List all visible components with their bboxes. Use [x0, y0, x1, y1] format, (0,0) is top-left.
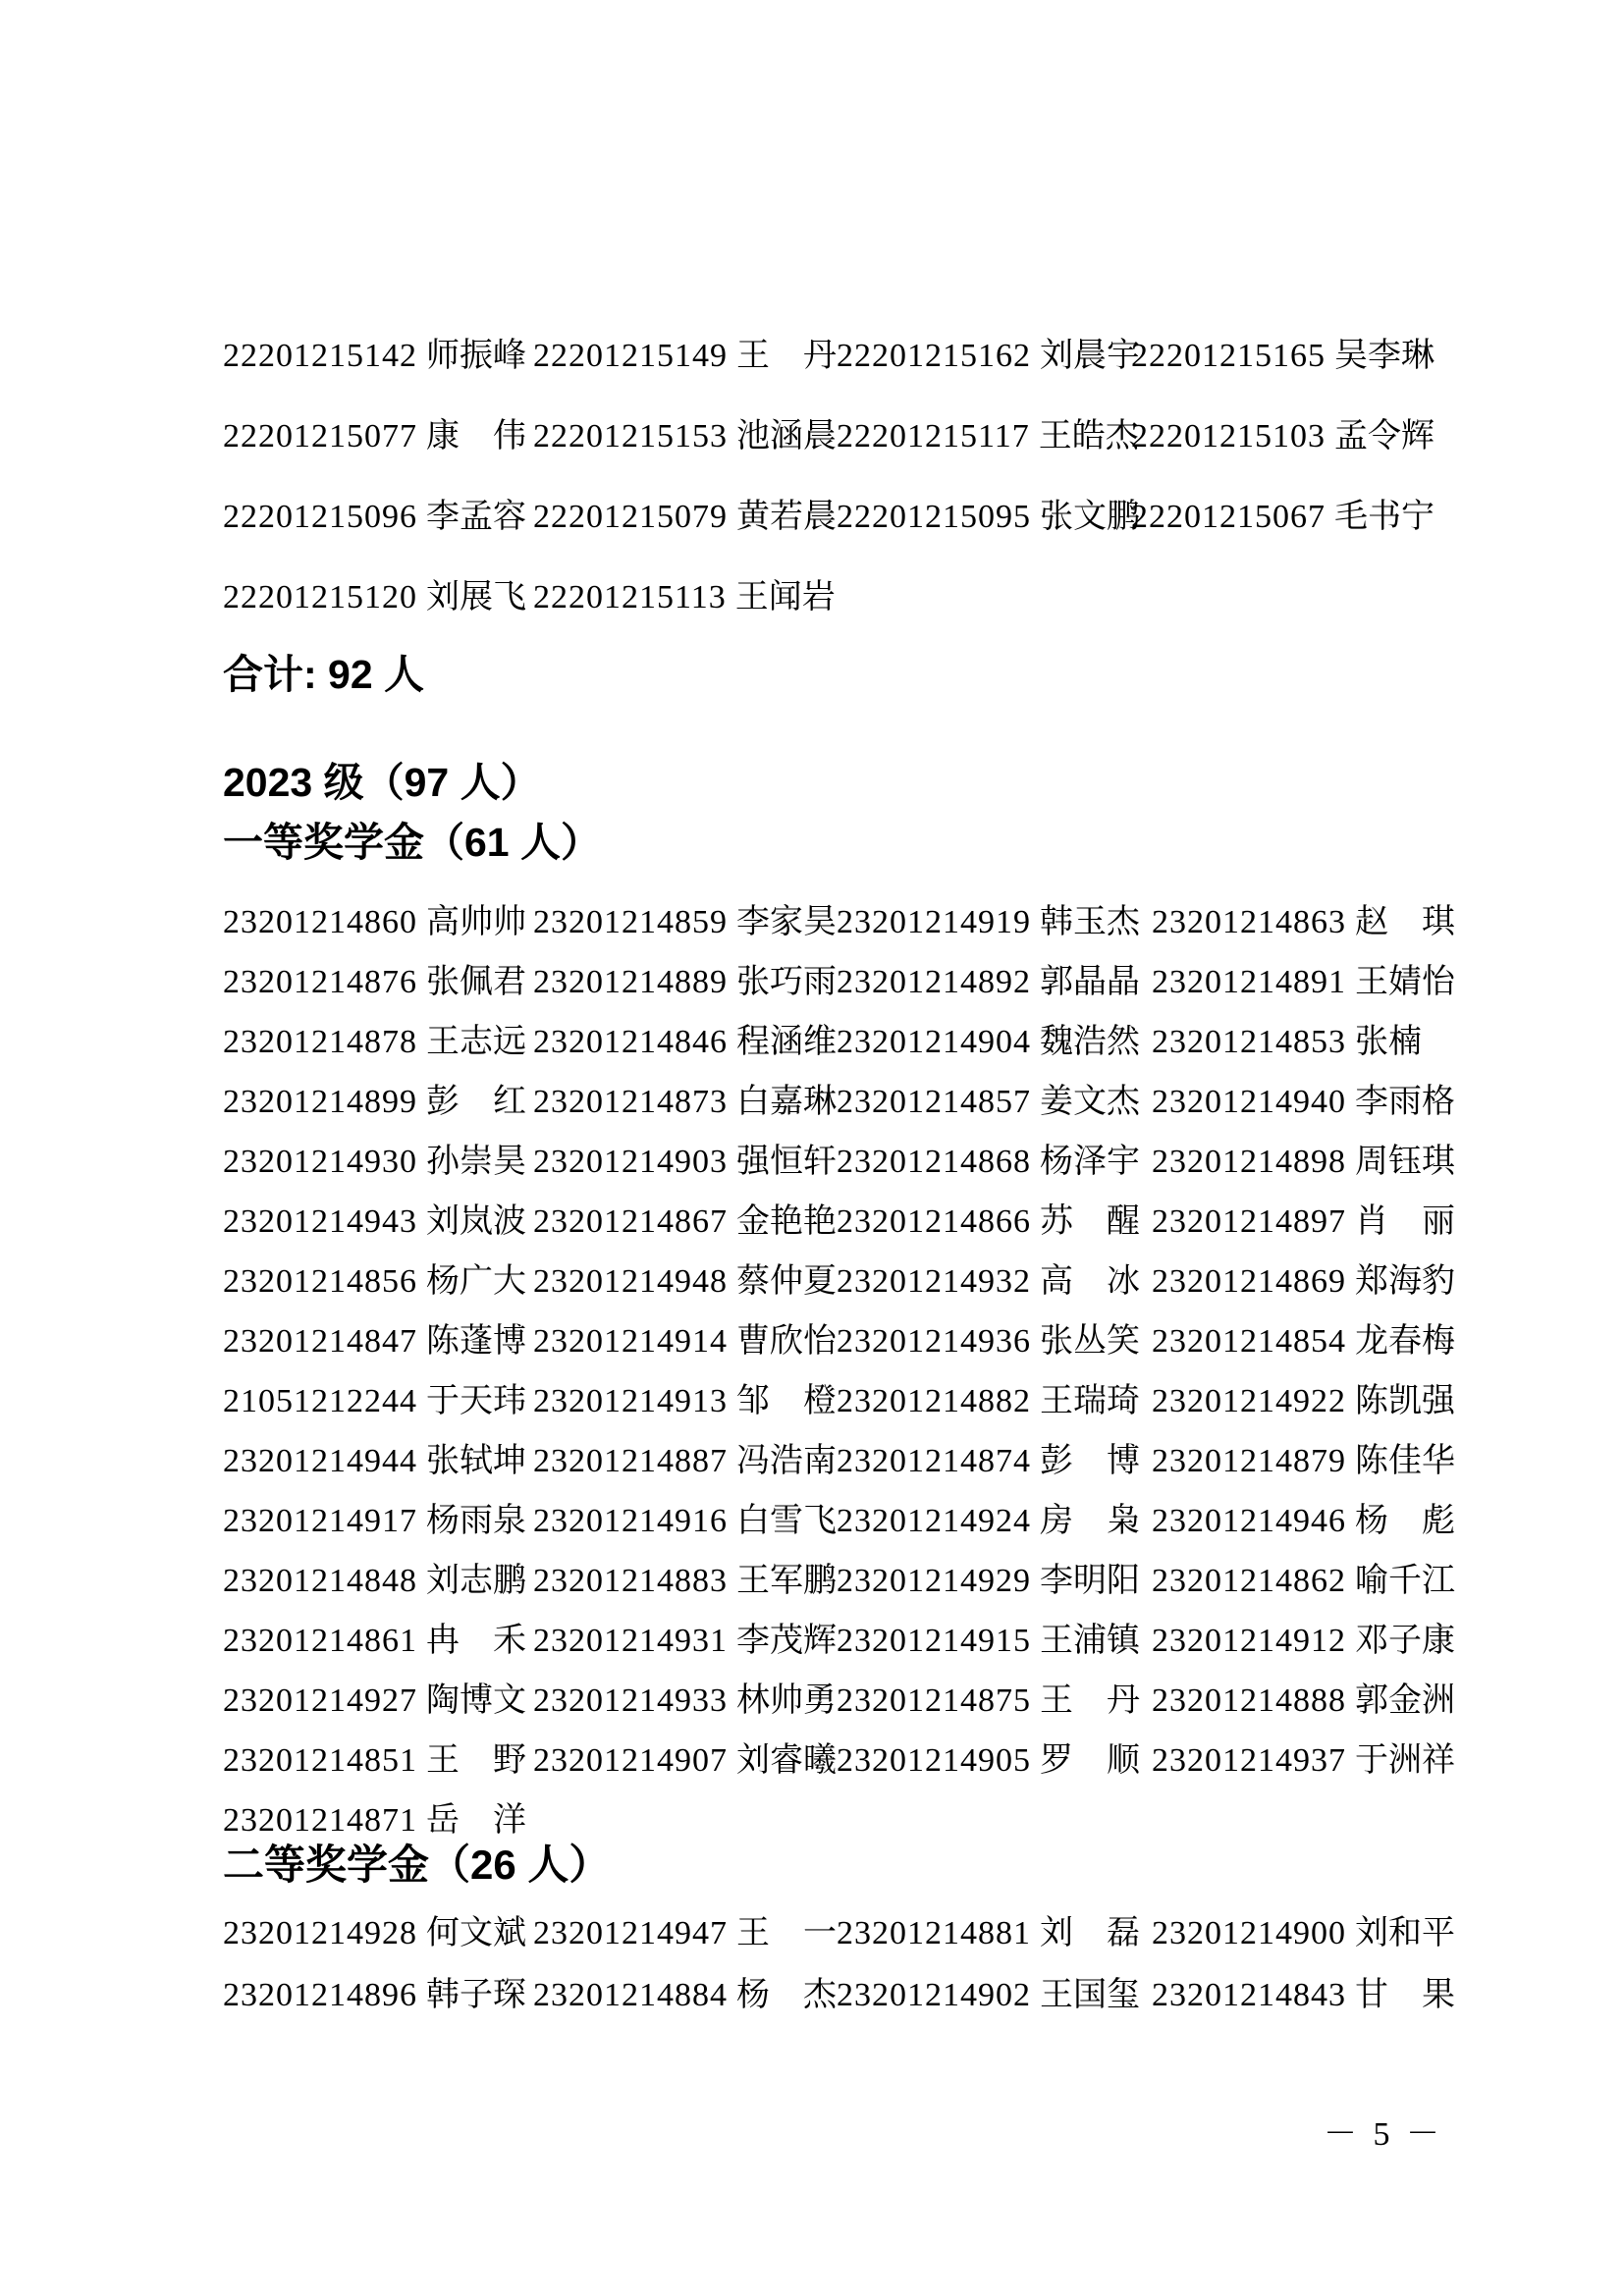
- student-row: [223, 1371, 1499, 1431]
- student-id: 23201214903: [533, 1144, 728, 1180]
- student-entry: [223, 1671, 533, 1731]
- student-id: 23201214922: [1152, 1383, 1346, 1419]
- student-name: 李家昊: [736, 904, 837, 940]
- student-name: 王军鹏: [736, 1563, 837, 1599]
- student-entry: [1131, 316, 1499, 397]
- student-id: 22201215162: [837, 338, 1031, 374]
- student-id: 23201214891: [1152, 964, 1346, 1000]
- student-entry: [1152, 1132, 1499, 1192]
- student-entry: [837, 1012, 1152, 1072]
- student-id: 23201214873: [533, 1084, 728, 1120]
- student-id: 23201214904: [837, 1024, 1031, 1060]
- student-id: 23201214917: [223, 1503, 417, 1539]
- student-entry: [533, 1551, 837, 1611]
- student-id: 23201214928: [223, 1915, 417, 1951]
- student-name: 张文鹏: [1040, 499, 1140, 535]
- student-name: 彭 博: [1040, 1443, 1140, 1479]
- student-id: 23201214892: [837, 964, 1031, 1000]
- student-entry: [1152, 1311, 1499, 1371]
- student-id: 23201214937: [1152, 1742, 1346, 1779]
- student-name: 蔡仲夏: [736, 1263, 837, 1300]
- student-id: 23201214860: [223, 904, 417, 940]
- student-id: 23201214863: [1152, 904, 1346, 940]
- student-name: 孟令辉: [1334, 418, 1435, 454]
- student-id: 23201214897: [1152, 1203, 1346, 1240]
- student-name: 王 丹: [1040, 1682, 1140, 1719]
- student-name: 高 冰: [1040, 1263, 1140, 1300]
- student-entry: [837, 1132, 1152, 1192]
- student-name: 康 伟: [426, 418, 526, 454]
- student-name: 邓子康: [1355, 1623, 1455, 1659]
- student-id: 22201215103: [1131, 418, 1326, 454]
- student-name: 于洲祥: [1355, 1742, 1455, 1779]
- student-name: 张楠: [1355, 1024, 1422, 1060]
- student-row: [223, 1964, 1499, 2026]
- student-name: 李茂辉: [736, 1623, 837, 1659]
- student-entry: [533, 558, 837, 638]
- student-row: [223, 558, 1499, 638]
- student-id: 23201214913: [533, 1383, 728, 1419]
- student-id: 23201214931: [533, 1623, 728, 1659]
- student-name: 刘志鹏: [426, 1563, 526, 1599]
- student-id: 23201214853: [1152, 1024, 1346, 1060]
- student-id: 22201215153: [533, 418, 728, 454]
- student-entry: [223, 892, 533, 952]
- student-id: 23201214933: [533, 1682, 728, 1719]
- student-entry: [223, 1192, 533, 1252]
- student-entry: [533, 1611, 837, 1671]
- student-entry: [223, 1072, 533, 1132]
- student-name: 池涵晨: [736, 418, 837, 454]
- student-entry: [1152, 1611, 1499, 1671]
- student-id: 23201214856: [223, 1263, 417, 1300]
- student-name: 李明阳: [1040, 1563, 1140, 1599]
- student-name: 王 野: [426, 1742, 526, 1779]
- student-name: 高帅帅: [426, 904, 526, 940]
- student-entry: [223, 316, 533, 397]
- student-name: 金艳艳: [736, 1203, 837, 1240]
- student-id: 23201214883: [533, 1563, 728, 1599]
- student-entry: [223, 952, 533, 1012]
- student-id: 23201214946: [1152, 1503, 1346, 1539]
- student-name: 肖 丽: [1355, 1203, 1455, 1240]
- student-entry: [533, 316, 837, 397]
- student-entry: [223, 1902, 533, 1964]
- student-id: 23201214900: [1152, 1915, 1346, 1951]
- student-id: 23201214854: [1152, 1323, 1346, 1360]
- student-name: 杨雨泉: [426, 1503, 526, 1539]
- student-entry: [533, 1012, 837, 1072]
- student-entry: [837, 892, 1152, 952]
- student-name: 彭 红: [426, 1084, 526, 1120]
- student-name: 程涵维: [736, 1024, 837, 1060]
- student-name: 张轼坤: [426, 1443, 526, 1479]
- student-row: [223, 1431, 1499, 1491]
- student-id: 22201215117: [837, 418, 1030, 454]
- student-entry: [223, 477, 533, 558]
- student-entry: [223, 1431, 533, 1491]
- student-name: 刘展飞: [426, 579, 526, 615]
- student-id: 23201214899: [223, 1084, 417, 1120]
- student-name: 孙崇昊: [426, 1144, 526, 1180]
- student-entry: [223, 1252, 533, 1311]
- student-row: [223, 892, 1499, 952]
- student-row: [223, 1311, 1499, 1371]
- student-name: 强恒轩: [736, 1144, 837, 1180]
- student-entry: [1152, 1551, 1499, 1611]
- student-id: 23201214862: [1152, 1563, 1346, 1599]
- student-id: 23201214848: [223, 1563, 417, 1599]
- student-name: 张巧雨: [736, 964, 837, 1000]
- student-id: 21051212244: [223, 1383, 417, 1419]
- student-entry: [837, 1491, 1152, 1551]
- student-name: 苏 醒: [1040, 1203, 1140, 1240]
- student-id: 22201215077: [223, 418, 417, 454]
- student-name: 邹 橙: [736, 1383, 837, 1419]
- student-id: 23201214875: [837, 1682, 1031, 1719]
- student-entry: [837, 1431, 1152, 1491]
- student-row: [223, 1731, 1499, 1790]
- student-name: 于天玮: [426, 1383, 526, 1419]
- grade-2023-heading: 2023 级（97 人）: [223, 760, 541, 805]
- student-name: 房 枭: [1040, 1503, 1140, 1539]
- student-id: 23201214948: [533, 1263, 728, 1300]
- student-name: 刘睿曦: [736, 1742, 837, 1779]
- student-id: 23201214919: [837, 904, 1031, 940]
- student-id: 23201214884: [533, 1977, 728, 2013]
- student-name: 郭晶晶: [1040, 964, 1140, 1000]
- student-id: 23201214889: [533, 964, 728, 1000]
- student-name: 曹欣怡: [736, 1323, 837, 1360]
- student-name: 张佩君: [426, 964, 526, 1000]
- student-id: 23201214929: [837, 1563, 1031, 1599]
- student-entry: [223, 1311, 533, 1371]
- student-row: [223, 1252, 1499, 1311]
- student-name: 陈蓬博: [426, 1323, 526, 1360]
- student-id: 23201214887: [533, 1443, 728, 1479]
- student-entry: [1152, 952, 1499, 1012]
- student-entry: [837, 1611, 1152, 1671]
- student-entry: [1152, 1431, 1499, 1491]
- student-entry: [533, 1902, 837, 1964]
- student-id: 23201214916: [533, 1503, 728, 1539]
- student-name: 刘晨宇: [1040, 338, 1140, 374]
- student-id: 23201214881: [837, 1915, 1031, 1951]
- student-name: 杨 彪: [1355, 1503, 1455, 1539]
- student-name: 师振峰: [426, 338, 526, 374]
- student-id: 23201214907: [533, 1742, 728, 1779]
- student-entry: [223, 1132, 533, 1192]
- student-id: 23201214879: [1152, 1443, 1346, 1479]
- second-class-student-rows: [223, 1902, 1499, 2026]
- student-name: 岳 洋: [426, 1802, 526, 1839]
- student-entry: [1152, 892, 1499, 952]
- student-id: 23201214857: [837, 1084, 1031, 1120]
- student-entry: [837, 1731, 1152, 1790]
- student-id: 22201215113: [533, 579, 727, 615]
- student-id: 23201214861: [223, 1623, 417, 1659]
- student-entry: [533, 397, 837, 477]
- student-entry: [533, 1491, 837, 1551]
- student-row: [223, 1491, 1499, 1551]
- page-number: － 5 －: [1324, 2116, 1443, 2153]
- student-entry: [533, 952, 837, 1012]
- student-name: 王浦镇: [1040, 1623, 1140, 1659]
- student-name: 陈凯强: [1355, 1383, 1455, 1419]
- student-row: [223, 952, 1499, 1012]
- student-entry: [223, 1012, 533, 1072]
- student-id: 22201215095: [837, 499, 1031, 535]
- student-id: 23201214905: [837, 1742, 1031, 1779]
- student-entry: [533, 1431, 837, 1491]
- carryover-student-rows: [223, 316, 1499, 638]
- student-name: 王婧怡: [1355, 964, 1455, 1000]
- student-id: 23201214851: [223, 1742, 417, 1779]
- student-entry: [223, 1371, 533, 1431]
- first-class-student-rows: [223, 892, 1499, 1850]
- student-entry: [223, 1731, 533, 1790]
- student-entry: [1152, 1371, 1499, 1431]
- student-entry: [533, 892, 837, 952]
- student-entry: [223, 1611, 533, 1671]
- student-name: 韩子琛: [426, 1977, 526, 2013]
- student-row: [223, 1192, 1499, 1252]
- student-entry: [533, 1132, 837, 1192]
- student-entry: [837, 397, 1139, 477]
- student-name: 刘 磊: [1040, 1915, 1140, 1951]
- student-row: [223, 1551, 1499, 1611]
- student-id: 23201214876: [223, 964, 417, 1000]
- student-name: 何文斌: [426, 1915, 526, 1951]
- student-id: 23201214847: [223, 1323, 417, 1360]
- student-entry: [223, 1551, 533, 1611]
- student-entry: [533, 1964, 837, 2026]
- student-name: 甘 果: [1355, 1977, 1455, 2013]
- student-entry: [837, 1252, 1152, 1311]
- student-name: 王闻岩: [734, 579, 836, 615]
- student-row: [223, 316, 1499, 397]
- student-name: 周钰琪: [1355, 1144, 1455, 1180]
- student-name: 郑海豹: [1355, 1263, 1455, 1300]
- student-name: 杨泽宇: [1040, 1144, 1140, 1180]
- student-entry: [837, 952, 1152, 1012]
- student-id: 23201214866: [837, 1203, 1031, 1240]
- student-id: 23201214898: [1152, 1144, 1346, 1180]
- student-id: 23201214868: [837, 1144, 1031, 1180]
- student-name: 毛书宁: [1334, 499, 1435, 535]
- student-entry: [837, 1192, 1152, 1252]
- student-name: 喻千江: [1355, 1563, 1455, 1599]
- student-entry: [1152, 1964, 1499, 2026]
- student-entry: [1152, 1902, 1499, 1964]
- student-name: 王国玺: [1040, 1977, 1140, 2013]
- student-name: 罗 顺: [1040, 1742, 1140, 1779]
- student-id: 23201214867: [533, 1203, 728, 1240]
- student-name: 韩玉杰: [1040, 904, 1140, 940]
- student-entry: [1152, 1192, 1499, 1252]
- student-id: 23201214896: [223, 1977, 417, 2013]
- student-entry: [533, 1311, 837, 1371]
- student-name: 刘岚波: [426, 1203, 526, 1240]
- student-name: 李雨格: [1355, 1084, 1455, 1120]
- student-id: 23201214888: [1152, 1682, 1346, 1719]
- student-id: 22201215142: [223, 338, 417, 374]
- student-id: 23201214859: [533, 904, 728, 940]
- first-class-scholarship-heading: 一等奖学金（61 人）: [223, 820, 601, 865]
- student-row: [223, 397, 1499, 477]
- student-entry: [533, 477, 837, 558]
- student-row: [223, 1611, 1499, 1671]
- student-id: 23201214915: [837, 1623, 1031, 1659]
- student-id: 22201215149: [533, 338, 728, 374]
- student-id: 23201214930: [223, 1144, 417, 1180]
- student-entry: [533, 1671, 837, 1731]
- student-id: 22201215067: [1131, 499, 1326, 535]
- student-entry: [533, 1072, 837, 1132]
- student-name: 冉 禾: [426, 1623, 526, 1659]
- student-name: 龙春梅: [1355, 1323, 1455, 1360]
- student-name: 王皓杰: [1038, 418, 1139, 454]
- student-row: [223, 477, 1499, 558]
- student-id: 23201214940: [1152, 1084, 1346, 1120]
- student-id: 23201214871: [223, 1802, 417, 1839]
- student-entry: [837, 1671, 1152, 1731]
- student-name: 白嘉琳: [736, 1084, 837, 1120]
- student-name: 李孟容: [426, 499, 526, 535]
- student-row: [223, 1012, 1499, 1072]
- student-entry: [533, 1731, 837, 1790]
- student-entry: [223, 397, 533, 477]
- student-id: 23201214874: [837, 1443, 1031, 1479]
- student-entry: [1131, 397, 1499, 477]
- student-entry: [1152, 1012, 1499, 1072]
- student-entry: [1152, 1671, 1499, 1731]
- student-name: 赵 琪: [1355, 904, 1455, 940]
- student-name: 王 一: [736, 1915, 837, 1951]
- student-name: 林帅勇: [736, 1682, 837, 1719]
- student-id: 23201214878: [223, 1024, 417, 1060]
- total-line: 合计: 92 人: [223, 652, 425, 697]
- student-name: 白雪飞: [736, 1503, 837, 1539]
- student-entry: [837, 1311, 1152, 1371]
- student-id: 23201214944: [223, 1443, 417, 1479]
- student-entry: [837, 1371, 1152, 1431]
- student-entry: [837, 477, 1140, 558]
- student-id: 23201214943: [223, 1203, 417, 1240]
- student-entry: [1152, 1731, 1499, 1790]
- student-name: 王 丹: [736, 338, 837, 374]
- student-name: 吴李琳: [1334, 338, 1435, 374]
- student-entry: [837, 1551, 1152, 1611]
- student-name: 陶博文: [426, 1682, 526, 1719]
- student-entry: [533, 1371, 837, 1431]
- student-name: 王瑞琦: [1040, 1383, 1140, 1419]
- student-id: 22201215165: [1131, 338, 1326, 374]
- student-name: 郭金洲: [1355, 1682, 1455, 1719]
- student-name: 张丛笑: [1040, 1323, 1140, 1360]
- student-id: 23201214947: [533, 1915, 728, 1951]
- student-id: 22201215096: [223, 499, 417, 535]
- student-name: 杨 杰: [736, 1977, 837, 2013]
- student-id: 22201215120: [223, 579, 417, 615]
- student-entry: [1131, 477, 1499, 558]
- student-name: 陈佳华: [1355, 1443, 1455, 1479]
- student-entry: [1152, 1072, 1499, 1132]
- student-id: 23201214902: [837, 1977, 1031, 2013]
- student-entry: [223, 1491, 533, 1551]
- student-name: 魏浩然: [1040, 1024, 1140, 1060]
- student-id: 23201214846: [533, 1024, 728, 1060]
- student-entry: [837, 1964, 1152, 2026]
- student-row: [223, 1902, 1499, 1964]
- student-id: 23201214914: [533, 1323, 728, 1360]
- student-id: 23201214882: [837, 1383, 1031, 1419]
- student-row: [223, 1132, 1499, 1192]
- student-name: 杨广大: [426, 1263, 526, 1300]
- second-class-scholarship-heading: 二等奖学金（26 人）: [223, 1842, 611, 1888]
- student-entry: [223, 558, 533, 638]
- student-name: 冯浩南: [736, 1443, 837, 1479]
- student-id: 23201214924: [837, 1503, 1031, 1539]
- student-name: 姜文杰: [1040, 1084, 1140, 1120]
- student-id: 23201214927: [223, 1682, 417, 1719]
- student-entry: [533, 1252, 837, 1311]
- student-entry: [837, 1072, 1152, 1132]
- student-id: 23201214932: [837, 1263, 1031, 1300]
- student-row: [223, 1671, 1499, 1731]
- student-entry: [533, 1192, 837, 1252]
- student-id: 23201214912: [1152, 1623, 1346, 1659]
- student-entry: [1152, 1252, 1499, 1311]
- student-id: 23201214936: [837, 1323, 1031, 1360]
- student-name: 黄若晨: [736, 499, 837, 535]
- student-name: 王志远: [426, 1024, 526, 1060]
- student-row: [223, 1072, 1499, 1132]
- student-name: 刘和平: [1355, 1915, 1455, 1951]
- student-entry: [223, 1964, 533, 2026]
- student-entry: [1152, 1491, 1499, 1551]
- student-entry: [837, 316, 1140, 397]
- student-id: 22201215079: [533, 499, 728, 535]
- student-id: 23201214869: [1152, 1263, 1346, 1300]
- student-id: 23201214843: [1152, 1977, 1346, 2013]
- student-entry: [837, 1902, 1152, 1964]
